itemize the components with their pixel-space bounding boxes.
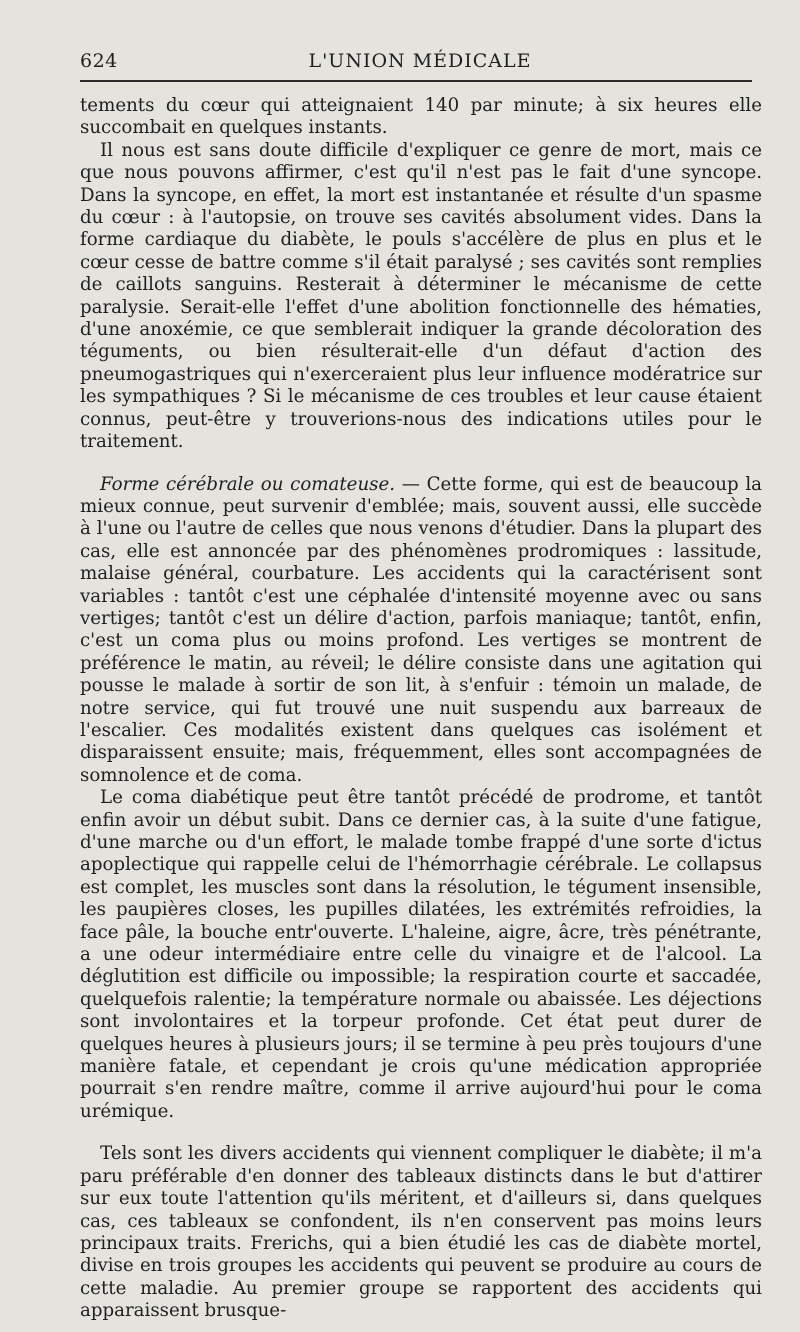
paragraph-syncope: Il nous est sans doute difficile d'expliquer ce genre de mort, mais ce que nous pouvons affirmer, c'est qu'il n'est pas le fait d'une syncope. Dans la syncope, en effet, la mort est instantanée et résulte d'un spasme du cœur : à l'autopsie, on trouve ses cavités absolument vides. Dans la forme cardiaque du diabète, le pouls s'accélère de plus en plus et le cœur cesse de battre comme s'il était paralysé ; ses cavités sont remplies de caillots sanguins. Resterait à déterminer le mécanisme de cette paralysie. Serait-elle l'effet d'une abolition fonctionnelle des hématies, d'une anoxémie, ce que semblerait indiquer la grande décoloration des téguments, ou bien résulterait-elle d'un défaut d'action des pneumogastriques qui n'exerceraient plus leur influence modératrice sur les sympathiques ? Si le mécanisme de ces troubles et leur cause étaient connus, peut-être y trouverions-nous des indications utiles pour le traitement. bbox=[80, 139, 762, 453]
page-number: 624 bbox=[80, 50, 118, 72]
paragraph-frerichs: Tels sont les divers accidents qui viennent compliquer le diabète; il m'a paru préférable d'en donner des tableaux distincts dans le but d'attirer sur eux toute l'attention qu'ils méritent, et d'ailleurs si, dans quelques cas, ces tableaux se confondent, ils n'en conservent pas moins leurs principaux traits. Frerichs, qui a bien étudié les cas de diabète mortel, divise en trois groupes les accidents qui peuvent se produire au cours de cette maladie. Au premier groupe se rapportent des accidents qui apparaissent brusque- bbox=[80, 1143, 762, 1322]
page-header bbox=[80, 44, 760, 78]
section-gap bbox=[80, 454, 762, 474]
paragraph-continuation: tements du cœur qui atteignaient 140 par minute; à six heures elle succombait en quelques instants. bbox=[80, 95, 762, 139]
paragraph-coma: Le coma diabétique peut être tantôt précédé de prodrome, et tantôt enfin avoir un début subit. Dans ce dernier cas, à la suite d'une fatigue, d'une marche ou d'un effort, le malade tombe frappé d'une sorte d'ictus apoplectique qui rappelle celui de l'hémorrhagie cérébrale. Le collapsus est complet, les muscles sont dans la résolution, le tégument insensible, les paupières closes, les pupilles dilatées, les extrémités refroidies, la face pâle, la bouche entr'ouverte. L'haleine, aigre, âcre, très pénétrante, a une odeur intermédiaire entre celle du vinaigre et de l'alcool. La déglutition est difficile ou impossible; la respiration courte et saccadée, quelquefois ralentie; la température normale ou abaissée. Les déjections sont involontaires et la torpeur profonde. Cet état peut durer de quelques heures à plusieurs jours; il se termine à peu près toujours d'une manière fatale, et cependant je crois qu'une médication appropriée pourrait s'en rendre maître, comme il arrive aujourd'hui pour le coma urémique. bbox=[80, 787, 762, 1122]
section-gap bbox=[80, 1123, 762, 1143]
body-text bbox=[80, 95, 762, 1323]
paragraph-text: — Cette forme, qui est de beaucoup la mieux connue, peut survenir d'emblée; mais, souvent aussi, elle succède à l'une ou l'autre de celles que nous venons d'étudier. Dans la plupart des cas, elle est annoncée par des phénomènes prodromiques : lassitude, malaise général, courbature. Les accidents qui la caractérisent sont variables : tantôt c'est une céphalée d'intensité moyenne avec ou sans vertiges; tantôt c'est un délire d'action, parfois maniaque; tantôt, enfin, c'est un coma plus ou moins profond. Les vertiges se montrent de préférence le matin, au réveil; le délire consiste dans une agitation qui pousse le malade à sortir de son lit, à s'enfuir : témoin un malade, de notre service, qui fut trouvé une nuit suspendu aux barreaux de l'escalier. Ces modalités existent dans quelques cas isolément et disparaissent ensuite; mais, fréquemment, elles sont accompagnées de somnolence et de coma. bbox=[80, 473, 763, 786]
paragraph-forme-cerebrale bbox=[80, 474, 762, 788]
running-title: L'UNION MÉDICALE bbox=[308, 50, 532, 72]
header-rule bbox=[80, 80, 752, 82]
section-subhead: Forme cérébrale ou comateuse. bbox=[100, 473, 396, 495]
